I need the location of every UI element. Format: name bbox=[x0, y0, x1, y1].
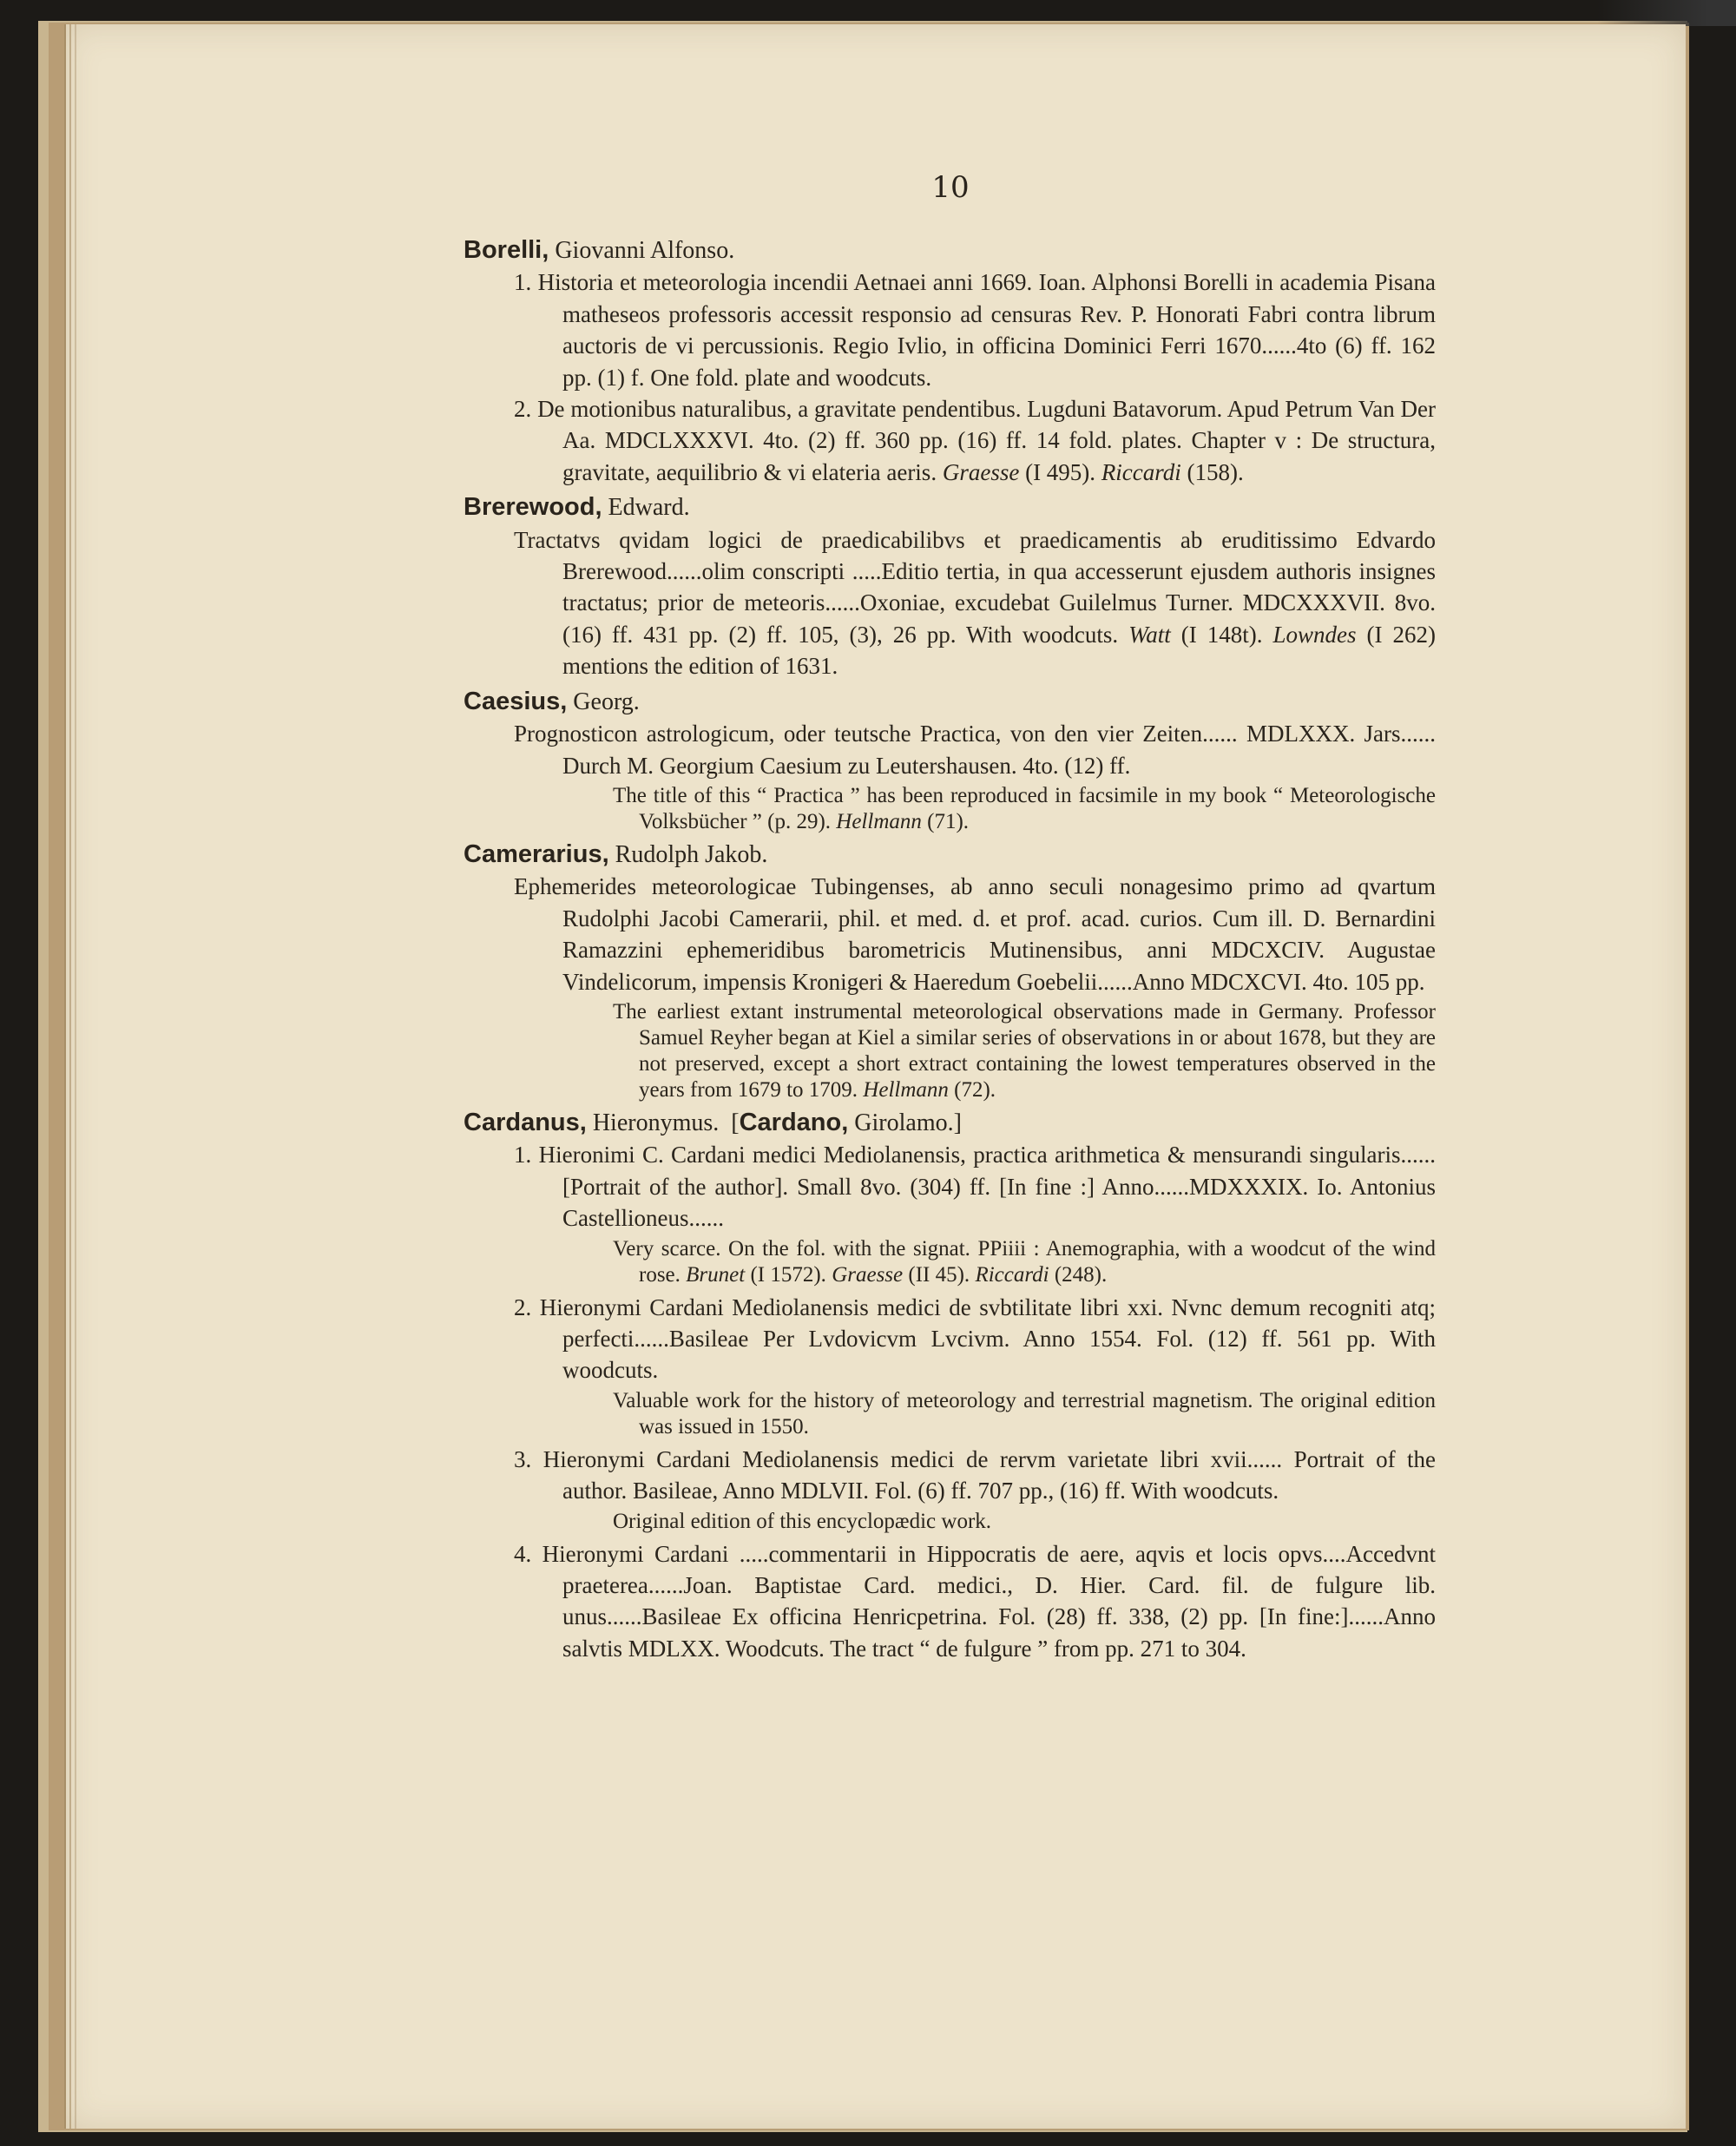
page-number: 10 bbox=[931, 170, 970, 205]
work-number: 3. bbox=[514, 1445, 532, 1472]
annotation-note bbox=[613, 999, 1436, 1103]
work-text: Tractatvs qvidam logici de praedicabilibvs et praedicamentis ab eruditissimo Edvardo Brerewood......olim conscripti .....Editio tertia, in qua accesserunt ejusdem authoris insignes tractatus; prior de meteoris......Oxoniae, excudebat Guilelmus Turner. MDCXXXVII. 8vo. (16) ff. 431 pp. (2) ff. 105, (3), 26 pp. With woodcuts. bbox=[514, 526, 1436, 648]
work-item bbox=[514, 1292, 1436, 1386]
work-text: Historia et meteorologia incendii Aetnaei anni 1669. Ioan. Alphonsi Borelli in academia Pisana matheseos professoris accessit responsio ad censuras Rev. P. Honorati Fabri contra librum auctoris de vi percussionis. Regio Ivlio, in officina Dominici Ferri 1670......4to (6) ff. 162 pp. (1) f. One fold. plate and woodcuts. bbox=[537, 269, 1437, 391]
author-surname: Brerewood, bbox=[464, 493, 602, 522]
work-number: 1. bbox=[514, 1142, 532, 1168]
author-given-name: Giovanni Alfonso. bbox=[555, 237, 735, 264]
work-text: Hieronymi Cardani Mediolanensis medici de svbtilitate libri xxi. Nvnc demum recogniti atq; perfecti......Basileae Per Lvdovicvm Lvcivm. Anno 1554. Fol. (12) ff. 561 pp. With woodcuts. bbox=[539, 1294, 1436, 1384]
reference-value: (248). bbox=[1054, 1262, 1108, 1287]
author-surname: Borelli, bbox=[464, 236, 549, 264]
work-item bbox=[514, 267, 1436, 393]
work-description bbox=[514, 524, 1436, 682]
author-surname: Caesius, bbox=[464, 687, 568, 715]
work-item bbox=[514, 393, 1436, 488]
author-surname: Camerarius, bbox=[464, 839, 609, 868]
work-number: 2. bbox=[514, 396, 532, 423]
work-description bbox=[514, 718, 1436, 781]
reference-value: (158). bbox=[1187, 458, 1244, 485]
note-text: Very scarce. On the fol. with the signat. PPiiii : Anemographia, with a woodcut of the wind rose. bbox=[613, 1236, 1436, 1287]
reference-value: (I 495). bbox=[1025, 458, 1096, 485]
work-item bbox=[514, 1538, 1436, 1665]
work-text: Hieronimi C. Cardani medici Mediolanensis, practica arithmetica & mensurandi singularis...... [Portrait of the author]. Small 8vo. (304) ff. [In fine :] Anno......MDXXXIX. Io. Antonius Castellioneus...... bbox=[538, 1142, 1436, 1232]
note-text: Original edition of this encyclopædic work. bbox=[613, 1509, 992, 1533]
reference-author: Hellmann bbox=[863, 1077, 949, 1102]
reference-author: Graesse bbox=[832, 1262, 904, 1287]
work-description bbox=[514, 871, 1436, 997]
note-text: The earliest extant instrumental meteorological observations made in Germany. Professor Samuel Reyher began at Kiel a similar series of observations in or about 1678, but they are not preserved, except a short extract containing the lowest temperatures observed in the years from 1679 to 1709. bbox=[613, 999, 1436, 1102]
reference-value: (I 1572). bbox=[750, 1262, 826, 1287]
note-text: The title of this “ Practica ” has been reproduced in facsimile in my book “ Meteorologische Volksbücher ” (p. 29). bbox=[613, 783, 1436, 833]
work-item bbox=[514, 1444, 1436, 1507]
reference-value: (I 262) mentions the edition of 1631. bbox=[562, 621, 1437, 680]
page-gutter-line bbox=[69, 24, 71, 2129]
reference-author: Watt bbox=[1128, 621, 1171, 648]
reference-value: (II 45). bbox=[908, 1262, 970, 1287]
alt-bracket: [ bbox=[731, 1109, 740, 1136]
reference-value: (72). bbox=[954, 1077, 996, 1102]
entry-camerarius bbox=[464, 839, 1436, 1103]
annotation-note bbox=[613, 1509, 1436, 1535]
entry-cardanus bbox=[464, 1107, 1436, 1664]
reference-author: Brunet bbox=[686, 1262, 746, 1287]
bibliography-content bbox=[464, 234, 1436, 1668]
work-text: Ephemerides meteorologicae Tubingenses, ab anno seculi nonagesimo primo ad qvartum Rudolphi Jacobi Camerarii, phil. et med. d. et prof. acad. curios. Cum ill. D. Bernardini Ramazzini ephemeridibus barometricis Mutinensibus, anni MDCXCIV. Augustae Vindelicorum, impensis Kronigeri & Haeredum Goebelii......Anno MDCXCVI. 4to. 105 pp. bbox=[514, 873, 1436, 995]
work-item bbox=[514, 1139, 1436, 1234]
reference-author: Graesse bbox=[942, 458, 1020, 485]
work-text: Prognosticon astrologicum, oder teutsche Practica, von den vier Zeiten...... MDLXXX. Jars...... Durch M. Georgium Caesium zu Leutershausen. 4to. (12) ff. bbox=[514, 721, 1436, 779]
alt-author-given-name: Girolamo.] bbox=[854, 1109, 962, 1136]
reference-value: (I 148t). bbox=[1180, 621, 1263, 648]
annotation-note bbox=[613, 1388, 1436, 1440]
author-given-name: Rudolph Jakob. bbox=[615, 840, 768, 868]
page-gutter-line bbox=[75, 24, 76, 2129]
work-number: 1. bbox=[514, 269, 532, 296]
work-number: 2. bbox=[514, 1294, 532, 1320]
work-text: De motionibus naturalibus, a gravitate pendentibus. Lugduni Batavorum. Apud Petrum Van Der Aa. MDCLXXXVI. 4to. (2) ff. 360 pp. (16) ff. 14 fold. plates. Chapter v : De structura, gravitate, aequilibrio & vi elateria aeris. bbox=[537, 396, 1436, 485]
entry-heading bbox=[464, 491, 1436, 523]
reference-author: Riccardi bbox=[1101, 458, 1181, 485]
author-given-name: Edward. bbox=[608, 494, 690, 522]
entry-caesius bbox=[464, 686, 1436, 835]
entry-heading bbox=[464, 234, 1436, 267]
reference-author: Hellmann bbox=[836, 809, 922, 833]
author-surname: Cardanus, bbox=[464, 1108, 587, 1136]
reference-author: Lowndes bbox=[1272, 621, 1357, 648]
entry-heading bbox=[464, 686, 1436, 718]
alt-author-surname: Cardano, bbox=[739, 1108, 849, 1136]
work-number: 4. bbox=[514, 1540, 532, 1567]
entry-borelli bbox=[464, 234, 1436, 488]
entry-heading bbox=[464, 1107, 1436, 1139]
scan-corner-shadow bbox=[1597, 0, 1736, 26]
reference-author: Riccardi bbox=[975, 1262, 1049, 1287]
entry-brerewood bbox=[464, 491, 1436, 681]
annotation-note bbox=[613, 783, 1436, 835]
author-given-name: Hieronymus. bbox=[592, 1109, 720, 1136]
reference-value: (71). bbox=[927, 809, 970, 833]
entry-heading bbox=[464, 839, 1436, 871]
work-text: Hieronymi Cardani Mediolanensis medici de rervm varietate libri xvii...... Portrait of the author. Basileae, Anno MDLVII. Fol. (6) ff. 707 pp., (16) ff. With woodcuts. bbox=[542, 1445, 1437, 1504]
page-gutter-line bbox=[64, 24, 66, 2129]
author-given-name: Georg. bbox=[573, 688, 640, 715]
work-text: Hieronymi Cardani .....commentarii in Hippocratis de aere, aqvis et locis opvs....Accedvnt praeterea......Joan. Baptistae Card. medici., D. Hier. Card. fil. de fulgure lib. unus......Basileae Ex officina Henricpetrina. Fol. (28) ff. 338, (2) pp. [In fine:]......Anno salvtis MDLXX. Woodcuts. The tract “ de fulgure ” from pp. 271 to 304. bbox=[542, 1540, 1437, 1662]
annotation-note bbox=[613, 1236, 1436, 1288]
note-text: Valuable work for the history of meteorology and terrestrial magnetism. The original edition was issued in 1550. bbox=[613, 1388, 1436, 1438]
